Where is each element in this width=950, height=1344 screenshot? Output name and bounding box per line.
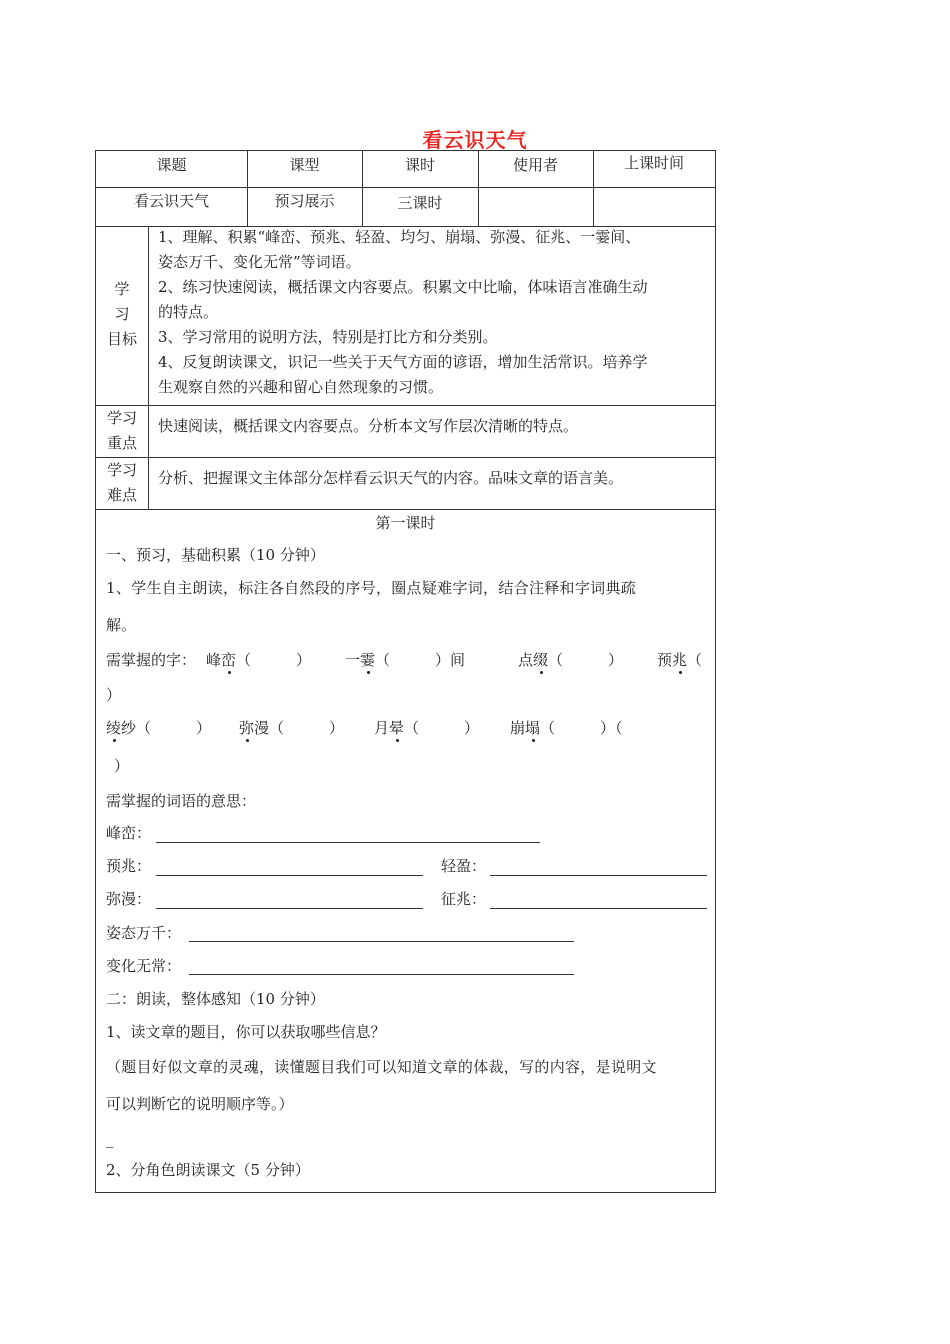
section-reading: 二：朗读，整体感知（10 分钟） (106, 990, 325, 1008)
answer-line (189, 974, 574, 975)
dash-mark: _ (106, 1130, 114, 1148)
goals-line: 生观察自然的兴趣和留心自然现象的习惯。 (158, 378, 444, 396)
word-label: 轻盈： (441, 857, 487, 875)
char-dotted: 峦 (221, 651, 237, 669)
goals-line: 3、学习常用的说明方法，特别是打比方和分类别。 (158, 328, 498, 346)
answer-line (156, 842, 540, 843)
char-blank: （ ）间 (375, 651, 466, 669)
char-dotted: 晕 (389, 719, 405, 737)
char-text: 月 (374, 719, 390, 737)
header-label-periods: 课时 (404, 156, 435, 174)
char-text: 崩 (510, 719, 526, 737)
step-role-read: 2、分角色朗读课文（5 分钟） (106, 1161, 310, 1179)
char-text: 点 (518, 651, 534, 669)
goals-text (158, 225, 648, 400)
header-label-type: 课型 (289, 156, 320, 174)
question-title: 1、读文章的题目，你可以获取哪些信息？ (106, 1023, 386, 1041)
step-read-cont: 解。 (106, 616, 137, 634)
label-col-divider (148, 226, 149, 509)
word-label: 变化无常： (106, 957, 182, 975)
char-dotted: 绫 (106, 719, 122, 737)
difficulty-text: 分析、把握课文主体部分怎样看云识天气的内容。品味文章的语言美。 (158, 469, 624, 487)
goals-label (96, 277, 148, 352)
answer-line (490, 908, 707, 909)
goals-label-line: 学 (114, 280, 130, 298)
hint-text: （题目好似文章的灵魂，读懂题目我们可以知道文章的体裁，写的内容，是说明文 (106, 1058, 657, 1076)
key-points-label (96, 406, 148, 456)
key-points-text: 快速阅读，概括课文内容要点。分析本文写作层次清晰的特点。 (158, 417, 579, 435)
char-text: 预 (657, 651, 673, 669)
header-label-user: 使用者 (512, 156, 558, 174)
header-label-time: 上课时间 (623, 154, 684, 172)
section-prep: 一、预习，基础积累（10 分钟） (106, 546, 325, 564)
goals-line: 的特点。 (158, 303, 219, 321)
word-label: 预兆： (106, 857, 152, 875)
char-dotted: 兆 (672, 651, 688, 669)
char-item (345, 648, 465, 673)
header-label-topic: 课题 (156, 156, 187, 174)
key-points-label-line: 学习 (106, 409, 137, 427)
char-item (106, 716, 211, 741)
goals-label-line: 习 (114, 305, 130, 323)
row-divider (96, 457, 715, 458)
words-label: 需掌握的词语的意思： (106, 792, 257, 810)
char-row-tail: ） (114, 757, 130, 775)
key-points-label-line: 重点 (106, 434, 137, 452)
step-read: 1、学生自主朗读，标注各自然段的序号，圈点疑难字词，结合注释和字词典疏 (106, 579, 637, 597)
chars-label: 需掌握的字： (106, 651, 197, 669)
goals-line: 2、练习快速阅读，概括课文内容要点。积累文中比喻，体味语言准确生动 (158, 278, 648, 296)
char-row-tail: ） (106, 686, 122, 704)
char-item (374, 716, 479, 741)
goals-line: 4、反复朗读课文，识记一些关于天气方面的谚语，增加生活常识。培养学 (158, 353, 648, 371)
header-value-periods: 三课时 (397, 194, 443, 212)
goals-line: 姿态万千、变化无常”等词语。 (158, 253, 361, 271)
char-blank: （ ）（ (540, 719, 623, 737)
char-blank: （ ） (548, 651, 624, 669)
difficulty-label-line: 难点 (106, 486, 137, 504)
answer-line (156, 908, 423, 909)
header-value-type: 预习展示 (274, 192, 335, 210)
difficulty-label-line: 学习 (106, 461, 137, 479)
char-dotted: 缀 (533, 651, 549, 669)
answer-line (490, 875, 707, 876)
word-label: 峰峦： (106, 824, 152, 842)
word-label: 姿态万千： (106, 924, 182, 942)
char-blank: 纱（ ） (121, 719, 212, 737)
goals-line: 1、理解、积累“峰峦、预兆、轻盈、均匀、崩塌、弥漫、征兆、一霎间、 (158, 228, 641, 246)
char-blank: 漫（ ） (254, 719, 345, 737)
hint-text-cont: 可以判断它的说明顺序等。） (106, 1095, 294, 1113)
char-item (518, 648, 623, 673)
char-text: 一 (345, 651, 361, 669)
row-divider (96, 187, 715, 188)
char-blank: （ ） (236, 651, 312, 669)
row-divider (96, 405, 715, 406)
char-item (206, 648, 311, 673)
char-dotted: 霎 (360, 651, 376, 669)
lesson-plan-table (95, 150, 716, 1193)
char-dotted: 弥 (239, 719, 255, 737)
char-blank: （ ） (404, 719, 480, 737)
char-text: 峰 (206, 651, 222, 669)
answer-line (189, 941, 574, 942)
goals-label-line: 目标 (106, 330, 137, 348)
char-dotted: 塌 (525, 719, 541, 737)
difficulty-label (96, 458, 148, 508)
page-title: 看云识天气 (422, 128, 528, 152)
char-item (657, 648, 702, 673)
char-item (510, 716, 623, 741)
word-label: 弥漫： (106, 890, 152, 908)
char-item (239, 716, 344, 741)
lesson-heading: 第一课时 (375, 514, 436, 532)
row-divider (96, 509, 715, 510)
header-value-topic: 看云识天气 (133, 192, 209, 210)
char-blank: （ (687, 651, 703, 669)
answer-line (156, 875, 423, 876)
word-label: 征兆： (441, 890, 487, 908)
